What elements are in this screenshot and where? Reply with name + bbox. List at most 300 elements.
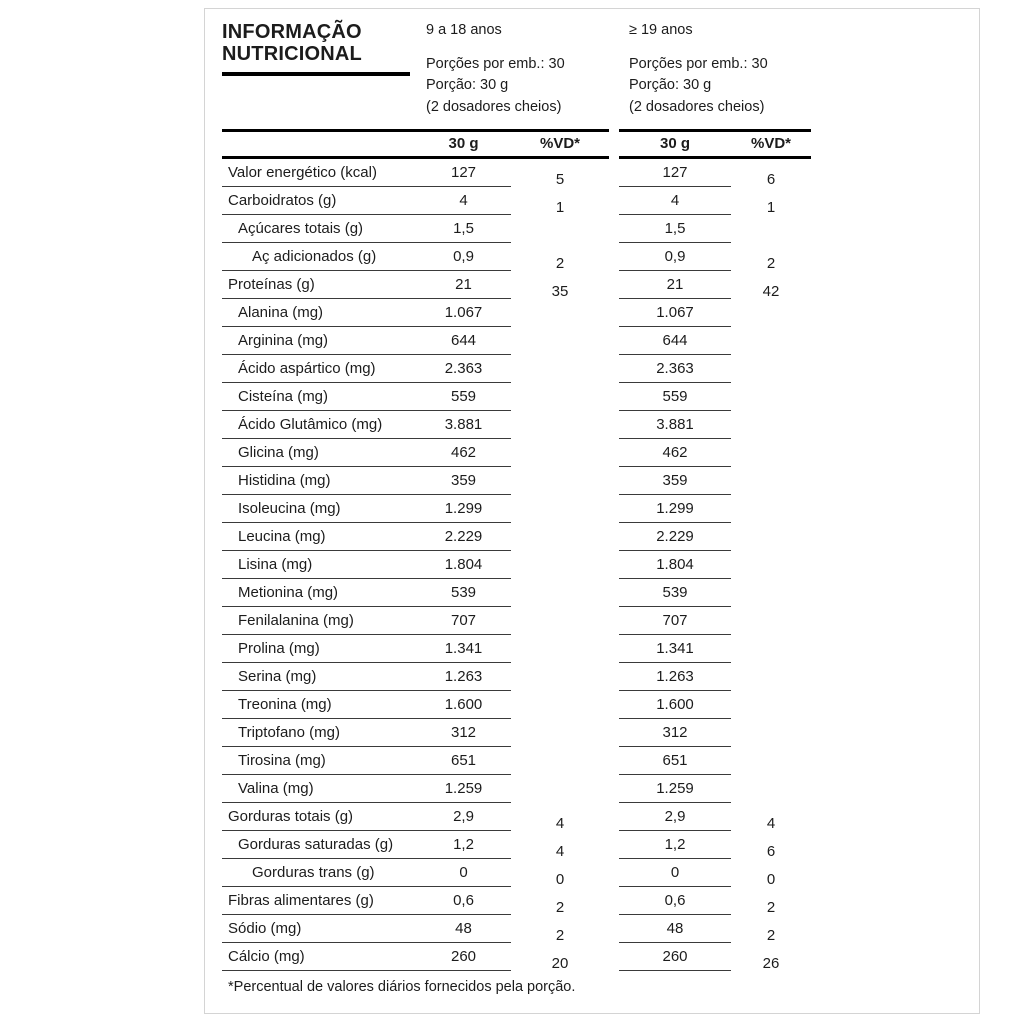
row-label: Histidina (mg)	[222, 467, 416, 495]
row-filler	[811, 635, 979, 663]
dv-cell-19-plus	[731, 831, 811, 859]
dv-value-19-plus	[731, 502, 811, 523]
amount-header-9-18: 30 g	[416, 129, 511, 159]
label-title	[222, 17, 416, 129]
serving-info	[629, 54, 979, 118]
row-filler	[811, 159, 979, 187]
table-row	[222, 523, 979, 551]
amount-cell-19-plus: 1.341	[619, 635, 731, 663]
dv-value-19-plus	[731, 642, 811, 663]
group-gap	[609, 327, 619, 355]
row-filler	[811, 467, 979, 495]
row-label: Sódio (mg)	[222, 915, 416, 943]
amount-cell-19-plus: 462	[619, 439, 731, 467]
row-filler	[811, 495, 979, 523]
table-row	[222, 859, 979, 887]
table-row	[222, 887, 979, 915]
amount-cell-9-18: 312	[416, 719, 511, 747]
dv-cell-19-plus	[731, 691, 811, 719]
amount-cell-9-18: 539	[416, 579, 511, 607]
dv-value-9-18	[511, 502, 609, 523]
dv-value-19-plus	[731, 698, 811, 719]
dv-value-9-18	[511, 362, 609, 383]
group-gap	[609, 887, 619, 915]
dv-value-19-plus	[731, 614, 811, 635]
table-row	[222, 215, 979, 243]
row-label: Tirosina (mg)	[222, 747, 416, 775]
dv-cell-19-plus	[731, 327, 811, 355]
group-gap	[609, 129, 619, 159]
table-row	[222, 467, 979, 495]
amount-cell-19-plus: 21	[619, 271, 731, 299]
dv-value-19-plus: 0	[731, 866, 811, 887]
row-filler	[811, 691, 979, 719]
age-group-label: ≥ 19 anos	[629, 22, 693, 38]
title-underline	[222, 72, 410, 76]
dv-cell-19-plus	[731, 215, 811, 243]
group-gap	[609, 355, 619, 383]
dv-value-19-plus: 2	[731, 250, 811, 271]
dv-value-19-plus	[731, 474, 811, 495]
table-row	[222, 803, 979, 831]
amount-cell-9-18: 0,9	[416, 243, 511, 271]
amount-cell-9-18: 21	[416, 271, 511, 299]
row-filler	[811, 243, 979, 271]
amount-cell-19-plus: 127	[619, 159, 731, 187]
amount-header-19-plus: 30 g	[619, 129, 731, 159]
dv-value-19-plus	[731, 390, 811, 411]
row-label: Glicina (mg)	[222, 439, 416, 467]
row-label: Cisteína (mg)	[222, 383, 416, 411]
header-spacer	[222, 129, 416, 159]
amount-cell-19-plus: 1.263	[619, 663, 731, 691]
dv-value-19-plus: 6	[731, 838, 811, 859]
dv-cell-9-18	[511, 383, 609, 411]
row-label: Gorduras totais (g)	[222, 803, 416, 831]
dv-cell-9-18	[511, 831, 609, 859]
group-gap	[609, 299, 619, 327]
dv-value-9-18: 4	[511, 838, 609, 859]
dv-cell-9-18	[511, 607, 609, 635]
row-label: Ácido Glutâmico (mg)	[222, 411, 416, 439]
row-label: Fibras alimentares (g)	[222, 887, 416, 915]
dv-value-19-plus: 42	[731, 278, 811, 299]
age-group-label: 9 a 18 anos	[426, 22, 502, 38]
group-gap	[609, 439, 619, 467]
dv-value-9-18	[511, 530, 609, 551]
row-filler	[811, 607, 979, 635]
dv-value-19-plus	[731, 586, 811, 607]
amount-cell-19-plus: 0,6	[619, 887, 731, 915]
dv-cell-19-plus	[731, 411, 811, 439]
dv-cell-9-18	[511, 635, 609, 663]
dv-cell-9-18	[511, 467, 609, 495]
dv-value-19-plus	[731, 530, 811, 551]
amount-cell-9-18: 1,5	[416, 215, 511, 243]
dv-value-19-plus	[731, 782, 811, 803]
amount-cell-9-18: 1.341	[416, 635, 511, 663]
table-row	[222, 607, 979, 635]
dv-cell-9-18	[511, 495, 609, 523]
row-label: Treonina (mg)	[222, 691, 416, 719]
dv-cell-19-plus	[731, 635, 811, 663]
group-gap	[609, 943, 619, 971]
group-gap	[609, 803, 619, 831]
dv-cell-19-plus	[731, 467, 811, 495]
dv-cell-19-plus	[731, 243, 811, 271]
table-row	[222, 159, 979, 187]
portion-size: Porção: 30 g	[629, 77, 712, 94]
group-gap	[609, 607, 619, 635]
row-filler	[811, 747, 979, 775]
dv-cell-9-18	[511, 271, 609, 299]
dv-cell-19-plus	[731, 383, 811, 411]
dv-cell-19-plus	[731, 803, 811, 831]
row-label: Lisina (mg)	[222, 551, 416, 579]
row-filler	[811, 831, 979, 859]
dv-cell-9-18	[511, 859, 609, 887]
dv-cell-9-18	[511, 327, 609, 355]
dv-cell-19-plus	[731, 495, 811, 523]
row-label: Prolina (mg)	[222, 635, 416, 663]
row-filler	[811, 915, 979, 943]
dv-value-9-18: 2	[511, 894, 609, 915]
amount-cell-9-18: 1.804	[416, 551, 511, 579]
dv-cell-19-plus	[731, 663, 811, 691]
amount-cell-9-18: 644	[416, 327, 511, 355]
row-filler	[811, 523, 979, 551]
group-gap	[609, 579, 619, 607]
amount-cell-9-18: 48	[416, 915, 511, 943]
row-filler	[811, 187, 979, 215]
dv-cell-9-18	[511, 243, 609, 271]
dv-value-9-18	[511, 726, 609, 747]
dv-value-9-18	[511, 670, 609, 691]
dv-value-9-18: 4	[511, 810, 609, 831]
dv-value-9-18	[511, 474, 609, 495]
row-label: Gorduras trans (g)	[222, 859, 416, 887]
table-column-header-row	[222, 129, 979, 159]
dv-cell-19-plus	[731, 159, 811, 187]
header-filler	[811, 129, 979, 159]
dv-value-19-plus	[731, 334, 811, 355]
row-filler	[811, 299, 979, 327]
row-label: Cálcio (mg)	[222, 943, 416, 971]
dv-value-9-18	[511, 754, 609, 775]
dv-cell-9-18	[511, 887, 609, 915]
row-filler	[811, 439, 979, 467]
dv-value-19-plus	[731, 222, 811, 243]
row-filler	[811, 663, 979, 691]
amount-cell-9-18: 1.067	[416, 299, 511, 327]
amount-cell-9-18: 559	[416, 383, 511, 411]
table-row	[222, 299, 979, 327]
amount-cell-19-plus: 559	[619, 383, 731, 411]
table-row	[222, 719, 979, 747]
dv-value-9-18	[511, 698, 609, 719]
amount-cell-9-18: 2.363	[416, 355, 511, 383]
dv-cell-19-plus	[731, 299, 811, 327]
dv-value-9-18	[511, 782, 609, 803]
table-row	[222, 775, 979, 803]
row-label: Valina (mg)	[222, 775, 416, 803]
row-label: Açúcares totais (g)	[222, 215, 416, 243]
table-row	[222, 439, 979, 467]
amount-cell-9-18: 359	[416, 467, 511, 495]
table-row	[222, 495, 979, 523]
amount-cell-19-plus: 1,2	[619, 831, 731, 859]
row-label: Ácido aspártico (mg)	[222, 355, 416, 383]
dv-value-9-18	[511, 418, 609, 439]
dv-value-19-plus	[731, 754, 811, 775]
dv-value-19-plus: 4	[731, 810, 811, 831]
group-gap	[609, 159, 619, 187]
serving-info	[426, 54, 619, 118]
amount-cell-9-18: 4	[416, 187, 511, 215]
row-filler	[811, 271, 979, 299]
dv-cell-9-18	[511, 299, 609, 327]
dv-cell-9-18	[511, 579, 609, 607]
amount-cell-9-18: 1,2	[416, 831, 511, 859]
amount-cell-9-18: 260	[416, 943, 511, 971]
portion-note: (2 dosadores cheios)	[629, 98, 765, 115]
dv-cell-9-18	[511, 943, 609, 971]
table-row	[222, 327, 979, 355]
dv-value-9-18: 20	[511, 950, 609, 971]
dv-value-19-plus	[731, 726, 811, 747]
amount-cell-19-plus: 359	[619, 467, 731, 495]
dv-cell-19-plus	[731, 355, 811, 383]
amount-cell-9-18: 1.299	[416, 495, 511, 523]
table-row	[222, 831, 979, 859]
dv-value-9-18	[511, 614, 609, 635]
group-gap	[609, 691, 619, 719]
dv-cell-9-18	[511, 803, 609, 831]
row-label: Metionina (mg)	[222, 579, 416, 607]
dv-value-9-18	[511, 446, 609, 467]
row-label: Arginina (mg)	[222, 327, 416, 355]
row-filler	[811, 887, 979, 915]
dv-cell-9-18	[511, 215, 609, 243]
nutrition-facts-panel	[204, 8, 980, 1014]
group-gap	[609, 663, 619, 691]
dv-cell-9-18	[511, 159, 609, 187]
row-filler	[811, 579, 979, 607]
row-filler	[811, 327, 979, 355]
amount-cell-9-18: 1.600	[416, 691, 511, 719]
dv-value-19-plus	[731, 558, 811, 579]
amount-cell-9-18: 462	[416, 439, 511, 467]
group-gap	[609, 635, 619, 663]
dv-cell-9-18	[511, 439, 609, 467]
dv-value-9-18: 5	[511, 166, 609, 187]
dv-cell-9-18	[511, 411, 609, 439]
amount-cell-9-18: 3.881	[416, 411, 511, 439]
dv-value-9-18	[511, 334, 609, 355]
amount-cell-9-18: 0,6	[416, 887, 511, 915]
dv-value-19-plus: 1	[731, 194, 811, 215]
group-gap	[609, 187, 619, 215]
row-label: Triptofano (mg)	[222, 719, 416, 747]
group-gap	[609, 915, 619, 943]
dv-cell-19-plus	[731, 719, 811, 747]
dv-cell-19-plus	[731, 579, 811, 607]
amount-cell-19-plus: 48	[619, 915, 731, 943]
dv-value-19-plus	[731, 362, 811, 383]
group-gap	[609, 271, 619, 299]
row-filler	[811, 775, 979, 803]
amount-cell-19-plus: 2.229	[619, 523, 731, 551]
nutrition-table-body	[222, 159, 979, 971]
table-row	[222, 355, 979, 383]
table-row	[222, 943, 979, 971]
portion-note: (2 dosadores cheios)	[426, 98, 562, 115]
amount-cell-9-18: 1.259	[416, 775, 511, 803]
dv-cell-9-18	[511, 775, 609, 803]
amount-cell-19-plus: 260	[619, 943, 731, 971]
portion-size: Porção: 30 g	[426, 77, 509, 94]
row-label: Aç adicionados (g)	[222, 243, 416, 271]
row-label: Valor energético (kcal)	[222, 159, 416, 187]
amount-cell-19-plus: 1.067	[619, 299, 731, 327]
table-row	[222, 383, 979, 411]
row-label: Fenilalanina (mg)	[222, 607, 416, 635]
dv-cell-9-18	[511, 747, 609, 775]
row-label: Gorduras saturadas (g)	[222, 831, 416, 859]
dv-value-19-plus: 6	[731, 166, 811, 187]
amount-cell-9-18: 651	[416, 747, 511, 775]
group-gap	[609, 383, 619, 411]
group-gap	[609, 551, 619, 579]
row-label: Alanina (mg)	[222, 299, 416, 327]
dv-cell-19-plus	[731, 523, 811, 551]
amount-cell-19-plus: 312	[619, 719, 731, 747]
table-row	[222, 663, 979, 691]
dv-value-9-18: 0	[511, 866, 609, 887]
amount-cell-9-18: 0	[416, 859, 511, 887]
amount-cell-19-plus: 644	[619, 327, 731, 355]
dv-value-9-18	[511, 586, 609, 607]
amount-cell-19-plus: 0,9	[619, 243, 731, 271]
table-row	[222, 747, 979, 775]
amount-cell-19-plus: 651	[619, 747, 731, 775]
row-label: Carboidratos (g)	[222, 187, 416, 215]
row-filler	[811, 411, 979, 439]
row-filler	[811, 719, 979, 747]
amount-cell-19-plus: 2,9	[619, 803, 731, 831]
dv-value-19-plus: 2	[731, 894, 811, 915]
dv-cell-9-18	[511, 523, 609, 551]
group-gap	[609, 747, 619, 775]
dv-value-9-18: 2	[511, 250, 609, 271]
group-gap	[609, 859, 619, 887]
dv-value-9-18: 1	[511, 194, 609, 215]
dv-cell-9-18	[511, 915, 609, 943]
row-filler	[811, 383, 979, 411]
amount-cell-9-18: 127	[416, 159, 511, 187]
amount-cell-19-plus: 1.299	[619, 495, 731, 523]
amount-cell-19-plus: 1.259	[619, 775, 731, 803]
dv-value-9-18	[511, 558, 609, 579]
dv-cell-9-18	[511, 355, 609, 383]
table-row	[222, 271, 979, 299]
dv-cell-19-plus	[731, 187, 811, 215]
amount-cell-19-plus: 1.600	[619, 691, 731, 719]
footnote: *Percentual de valores diários fornecidos pela porção.	[228, 979, 576, 995]
dv-value-19-plus	[731, 670, 811, 691]
row-label: Proteínas (g)	[222, 271, 416, 299]
table-row	[222, 551, 979, 579]
row-label: Leucina (mg)	[222, 523, 416, 551]
dv-cell-19-plus	[731, 747, 811, 775]
group-gap	[609, 243, 619, 271]
dv-cell-9-18	[511, 719, 609, 747]
amount-cell-9-18: 707	[416, 607, 511, 635]
group-gap	[609, 523, 619, 551]
dv-cell-19-plus	[731, 943, 811, 971]
dv-value-9-18: 35	[511, 278, 609, 299]
row-filler	[811, 551, 979, 579]
dv-cell-9-18	[511, 187, 609, 215]
amount-cell-19-plus: 539	[619, 579, 731, 607]
dv-value-9-18	[511, 390, 609, 411]
group-header-9-18	[416, 17, 619, 129]
group-gap	[609, 215, 619, 243]
amount-cell-19-plus: 3.881	[619, 411, 731, 439]
servings-per-package: Porções por emb.: 30	[426, 56, 565, 72]
amount-cell-9-18: 2,9	[416, 803, 511, 831]
dv-value-9-18: 2	[511, 922, 609, 943]
group-gap	[609, 831, 619, 859]
dv-cell-19-plus	[731, 859, 811, 887]
amount-cell-19-plus: 707	[619, 607, 731, 635]
table-row	[222, 635, 979, 663]
dv-value-19-plus: 26	[731, 950, 811, 971]
dv-cell-19-plus	[731, 271, 811, 299]
dv-cell-9-18	[511, 551, 609, 579]
group-gap	[609, 467, 619, 495]
row-label: Serina (mg)	[222, 663, 416, 691]
table-row	[222, 187, 979, 215]
dv-cell-9-18	[511, 663, 609, 691]
dv-cell-9-18	[511, 691, 609, 719]
dv-cell-19-plus	[731, 551, 811, 579]
amount-cell-19-plus: 1,5	[619, 215, 731, 243]
dv-cell-19-plus	[731, 887, 811, 915]
dv-header-19-plus: %VD*	[731, 129, 811, 159]
dv-cell-19-plus	[731, 915, 811, 943]
amount-cell-19-plus: 1.804	[619, 551, 731, 579]
table-row	[222, 915, 979, 943]
group-header-19-plus	[619, 17, 979, 129]
group-gap	[609, 495, 619, 523]
amount-cell-9-18: 2.229	[416, 523, 511, 551]
dv-value-19-plus	[731, 418, 811, 439]
group-gap	[609, 411, 619, 439]
table-row	[222, 579, 979, 607]
row-label: Isoleucina (mg)	[222, 495, 416, 523]
dv-value-19-plus: 2	[731, 922, 811, 943]
row-filler	[811, 859, 979, 887]
amount-cell-19-plus: 2.363	[619, 355, 731, 383]
title-line-1: INFORMAÇÃO	[222, 21, 362, 43]
table-row	[222, 411, 979, 439]
dv-cell-19-plus	[731, 775, 811, 803]
row-filler	[811, 803, 979, 831]
group-gap	[609, 775, 619, 803]
dv-value-19-plus	[731, 306, 811, 327]
dv-header-9-18: %VD*	[511, 129, 609, 159]
